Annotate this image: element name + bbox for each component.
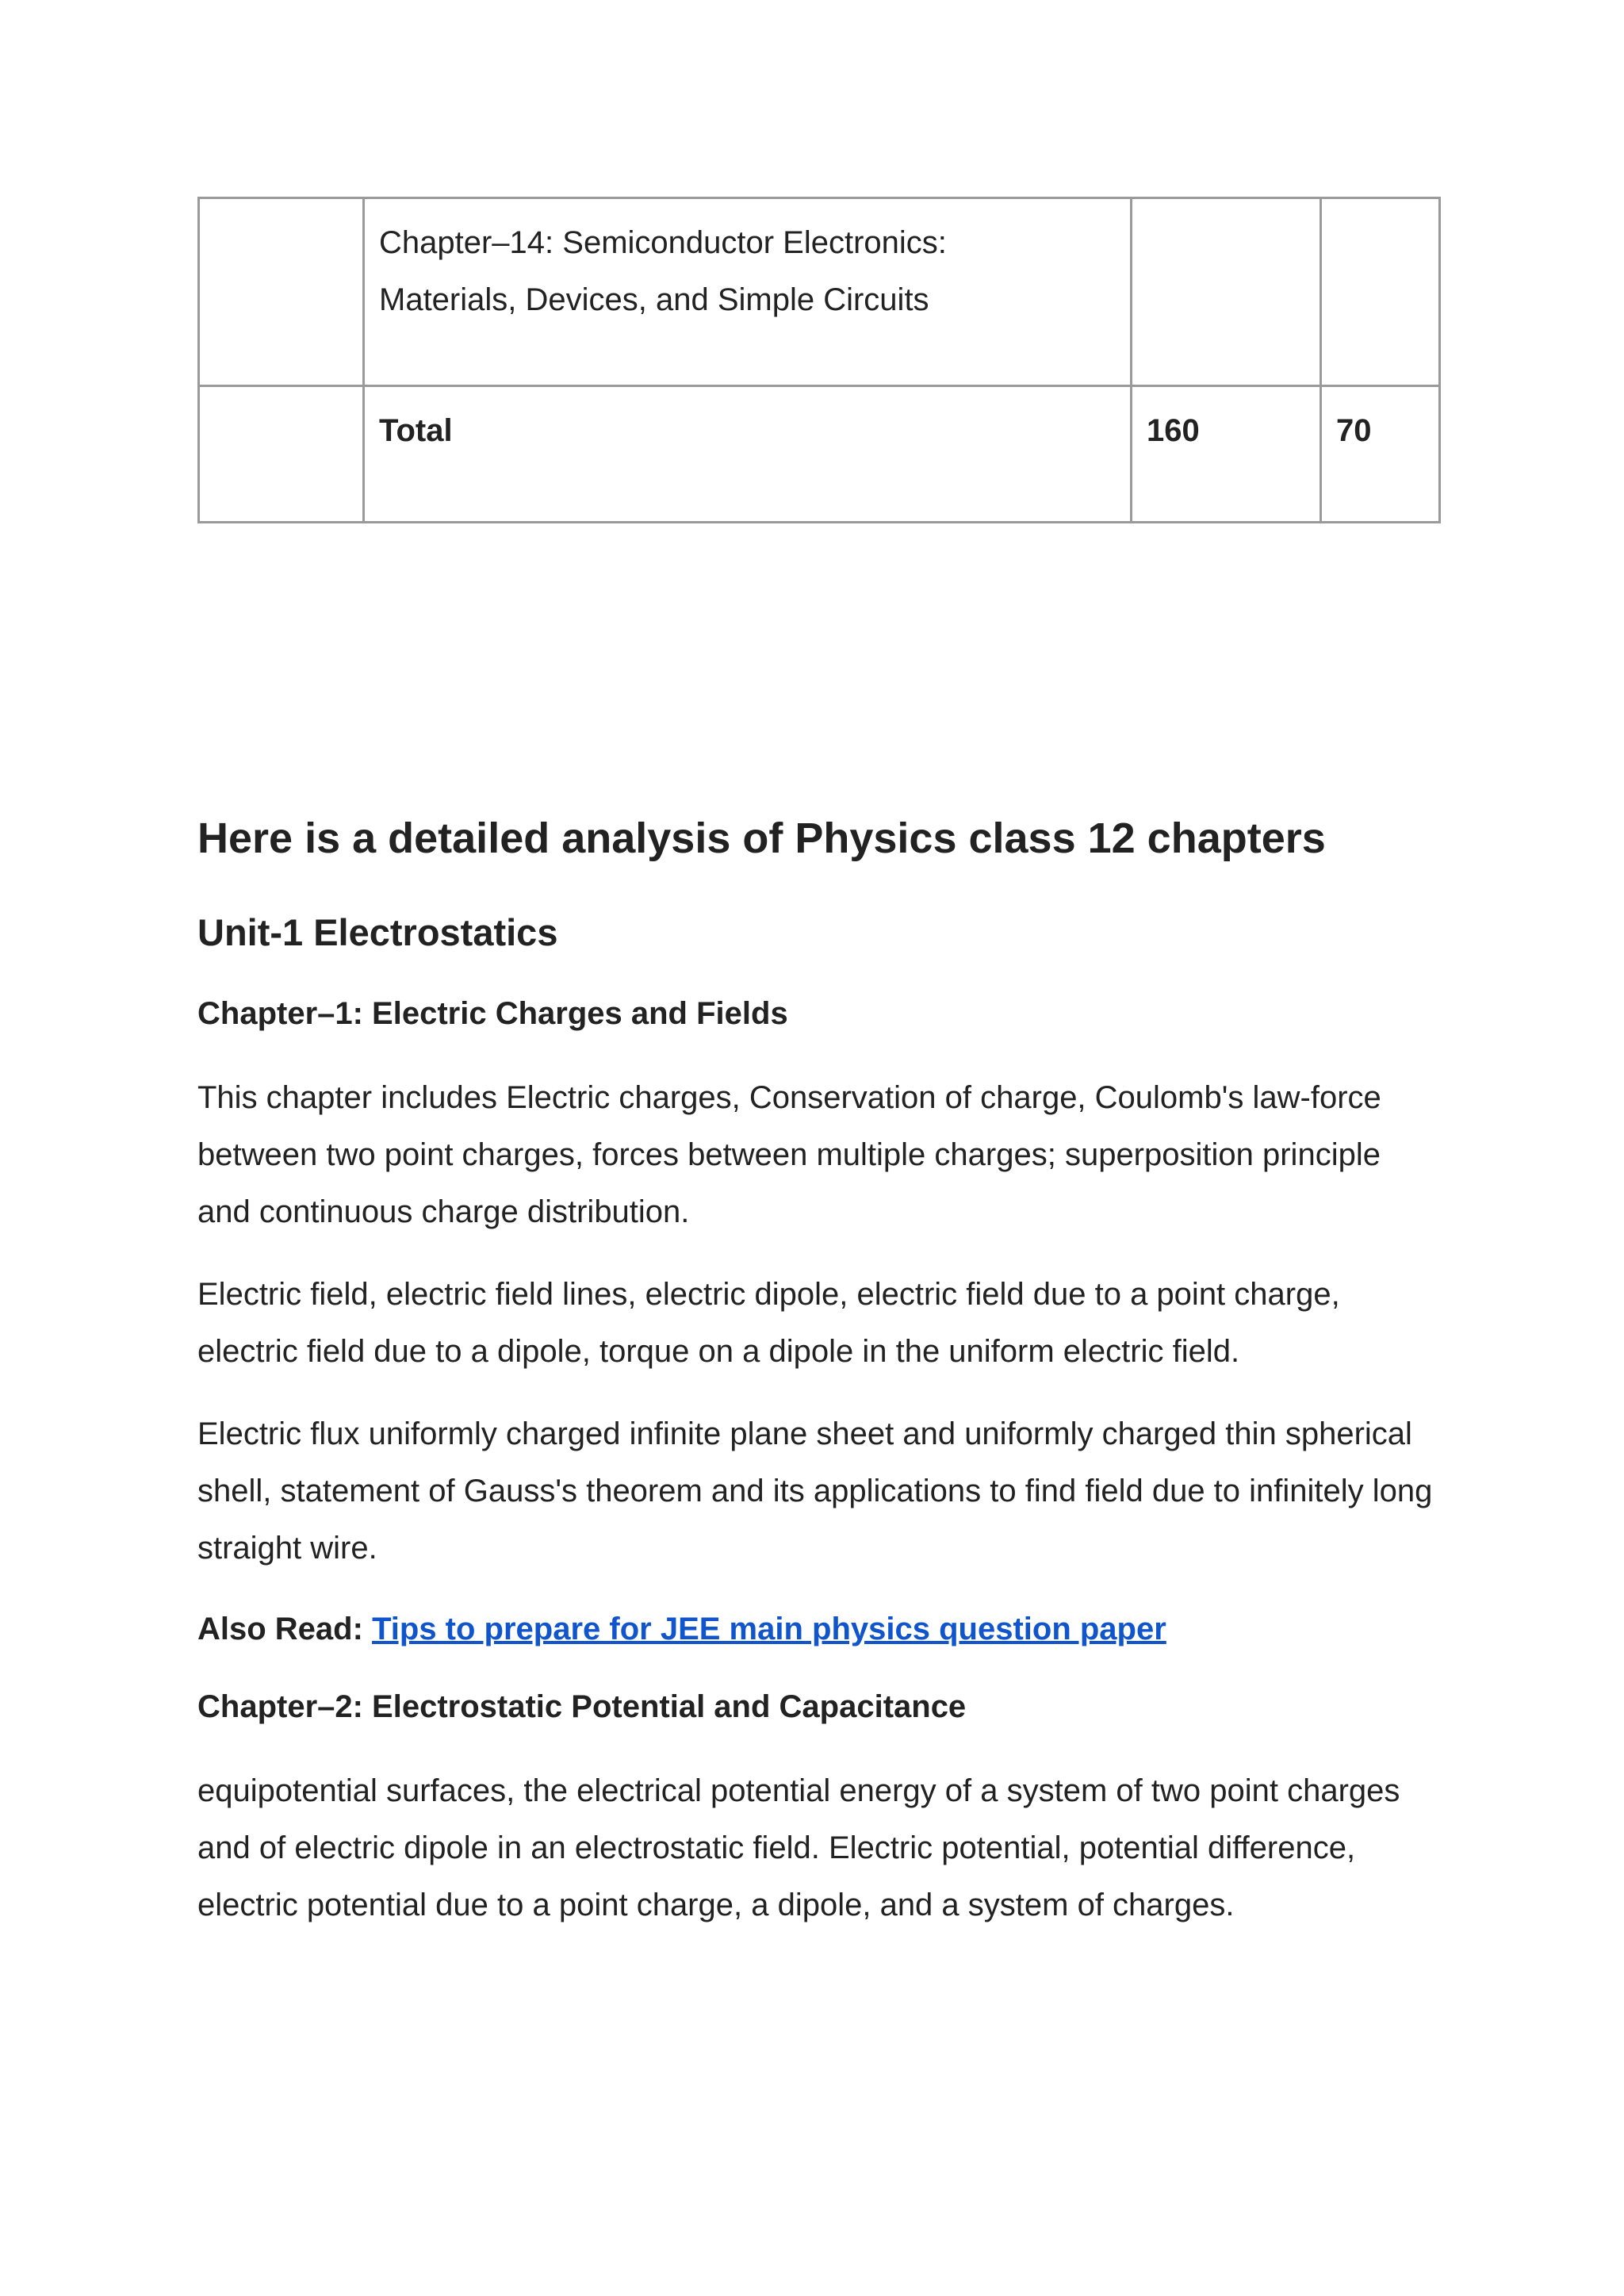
chapter-2-heading: Chapter–2: Electrostatic Potential and Capacitance [197, 1689, 967, 1724]
unit-heading: Unit-1 Electrostatics [197, 911, 558, 953]
chapter-1-heading: Chapter–1: Electric Charges and Fields [197, 996, 788, 1031]
chapter-line: Chapter–14: Semiconductor Electronics: [379, 225, 947, 260]
total-label-cell: Total [364, 386, 1132, 523]
article-content [197, 803, 1438, 1934]
unit-cell [199, 386, 364, 523]
also-read-link[interactable]: Tips to prepare for JEE main physics question paper [372, 1612, 1166, 1646]
also-read-label: Also Read: [197, 1612, 363, 1646]
chapter-cell [364, 198, 1132, 386]
unit-cell [199, 198, 364, 386]
total-marks-cell: 70 [1321, 386, 1440, 523]
periods-cell [1132, 198, 1321, 386]
total-periods-cell: 160 [1132, 386, 1321, 523]
main-heading: Here is a detailed analysis of Physics class 12 chapters [197, 815, 1326, 862]
syllabus-table [197, 197, 1441, 523]
also-read [197, 1600, 1438, 1658]
chapter-1-paragraph: Electric field, electric field lines, electric dipole, electric field due to a point charge, electric field due to a dipole, torque on a dipole in the uniform electric field. [197, 1277, 1340, 1369]
table-row-total [199, 386, 1440, 523]
chapter-line: Materials, Devices, and Simple Circuits [379, 282, 929, 317]
chapter-1-paragraph: Electric flux uniformly charged infinite plane sheet and uniformly charged thin spherical shell, statement of Gauss's theorem and its applications to find field due to infinitely long straight wire. [197, 1416, 1433, 1566]
marks-cell [1321, 198, 1440, 386]
chapter-1-paragraph: This chapter includes Electric charges, Conservation of charge, Coulomb's law-force between two point charges, forces between multiple charges; superposition principle and continuous charge distribution. [197, 1080, 1381, 1229]
chapter-2-paragraph: equipotential surfaces, the electrical potential energy of a system of two point charges and of electric dipole in an electrostatic field. Electric potential, potential difference, electric potential due to a point charge, a dipole, and a system of charges. [197, 1773, 1400, 1922]
table-row [199, 198, 1440, 386]
